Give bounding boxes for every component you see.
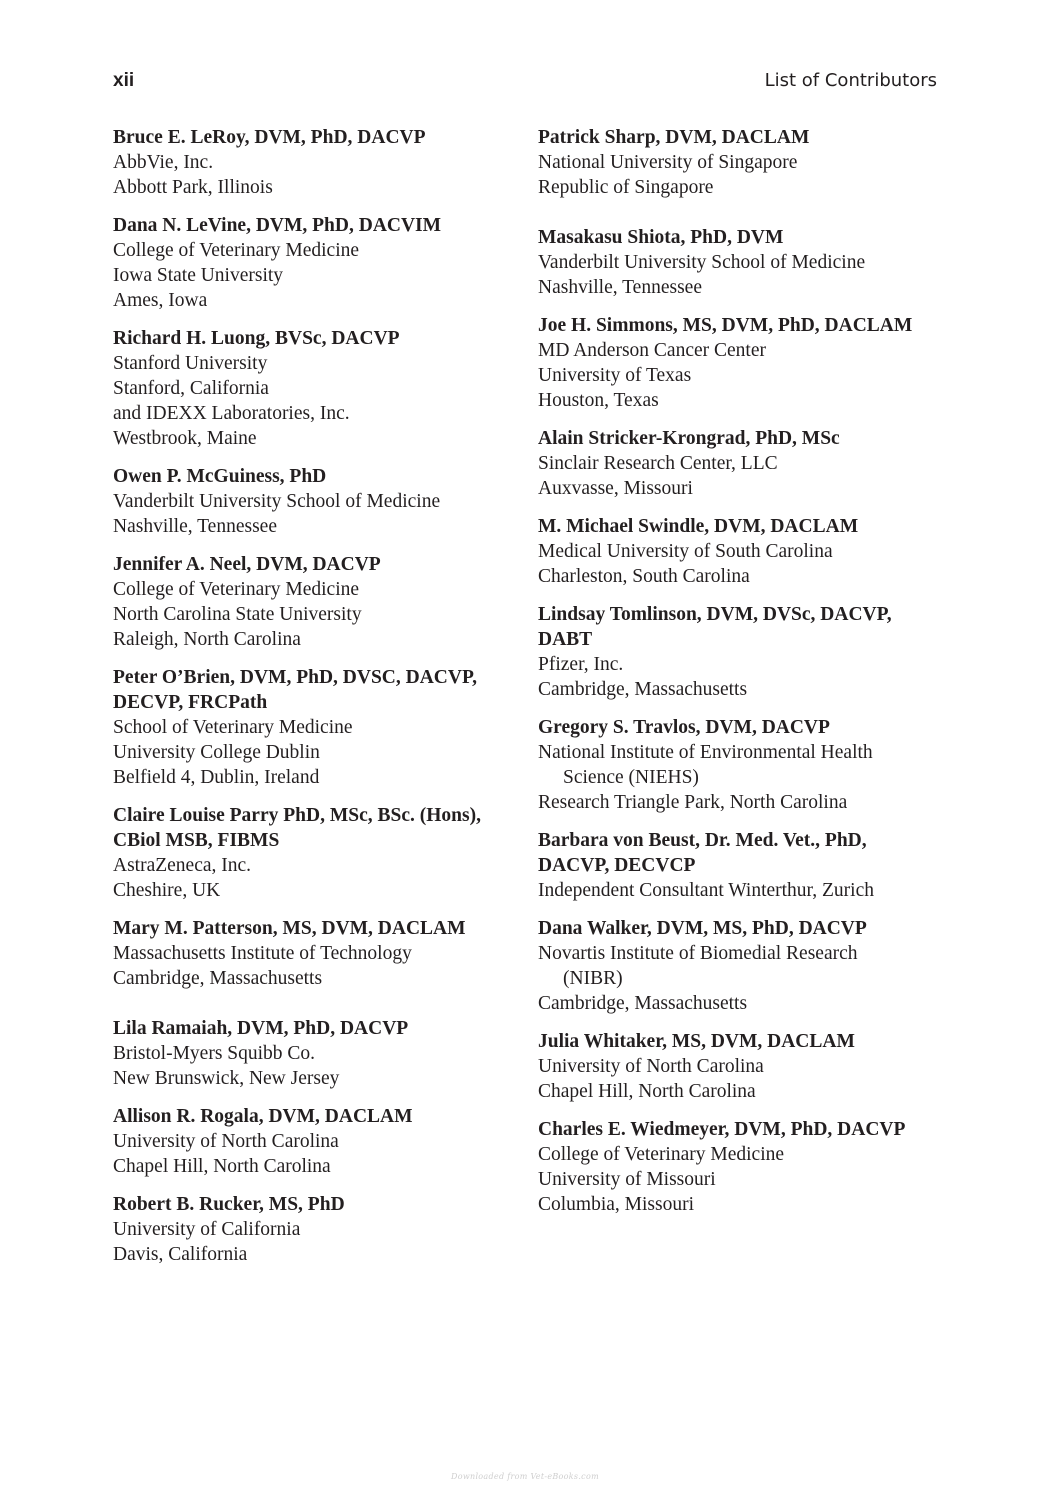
affiliation-line: North Carolina State University [113, 604, 362, 625]
affiliation-line: Nashville, Tennessee [538, 277, 702, 298]
contributor-entry [538, 426, 948, 501]
affiliation-line: Iowa State University [113, 265, 284, 286]
contributor-entry [113, 552, 523, 652]
affiliation-line: University of North Carolina [538, 1056, 764, 1077]
contributor-entry [538, 1029, 948, 1104]
affiliation-line: Chapel Hill, North Carolina [538, 1081, 756, 1102]
affiliation-line: AbbVie, Inc. [113, 152, 214, 173]
contributor-entry [538, 313, 948, 413]
affiliation-line: Westbrook, Maine [113, 428, 257, 449]
contributor-entry [538, 916, 948, 1016]
affiliation-line: Bristol-Myers Squibb Co. [113, 1043, 316, 1064]
contributor-entry [538, 125, 948, 200]
affiliation-line: (NIBR) [563, 968, 623, 989]
affiliation-line: Cambridge, Massachusetts [538, 679, 748, 700]
affiliation-line: Cambridge, Massachusetts [113, 968, 323, 989]
affiliation-line: University of North Carolina [113, 1131, 339, 1152]
affiliation-line: National Institute of Environmental Health [538, 742, 873, 763]
contributor-entry [113, 1192, 523, 1267]
affiliation-line: Pfizer, Inc. [538, 654, 624, 675]
contributor-entry [113, 125, 523, 200]
contributor-name: Mary M. Patterson, MS, DVM, DACLAM [113, 918, 466, 939]
affiliation-line: National University of Singapore [538, 152, 798, 173]
affiliation-line: Medical University of South Carolina [538, 541, 833, 562]
affiliation-line: University of California [113, 1219, 301, 1240]
contributors-right-column [538, 125, 948, 1230]
contributor-entry [113, 213, 523, 313]
affiliation-line: Charleston, South Carolina [538, 566, 750, 587]
affiliation-line: Cheshire, UK [113, 880, 221, 901]
affiliation-line: Independent Consultant Winterthur, Zurich [538, 880, 874, 901]
affiliation-line: College of Veterinary Medicine [113, 240, 360, 261]
contributor-name: Bruce E. LeRoy, DVM, PhD, DACVP [113, 127, 426, 148]
affiliation-line: University of Missouri [538, 1169, 716, 1190]
affiliation-line: Auxvasse, Missouri [538, 478, 693, 499]
contributor-name: Owen P. McGuiness, PhD [113, 466, 327, 487]
affiliation-line: Vanderbilt University School of Medicine [113, 491, 441, 512]
contributor-name: Jennifer A. Neel, DVM, DACVP [113, 554, 381, 575]
page-number: xii [113, 70, 135, 91]
affiliation-line: AstraZeneca, Inc. [113, 855, 252, 876]
contributor-name: Masakasu Shiota, PhD, DVM [538, 227, 784, 248]
affiliation-line: Republic of Singapore [538, 177, 714, 198]
contributor-name: Robert B. Rucker, MS, PhD [113, 1194, 345, 1215]
affiliation-line: Research Triangle Park, North Carolina [538, 792, 848, 813]
contributor-name: Lila Ramaiah, DVM, PhD, DACVP [113, 1018, 409, 1039]
contributor-entry [113, 326, 523, 451]
contributor-name: Peter O’Brien, DVM, PhD, DVSC, DACVP, [113, 667, 477, 688]
contributor-name: Allison R. Rogala, DVM, DACLAM [113, 1106, 413, 1127]
affiliation-line: College of Veterinary Medicine [538, 1144, 785, 1165]
affiliation-line: Cambridge, Massachusetts [538, 993, 748, 1014]
affiliation-line: Abbott Park, Illinois [113, 177, 273, 198]
watermark: Downloaded from Vet-eBooks.com [451, 1472, 599, 1481]
affiliation-line: College of Veterinary Medicine [113, 579, 360, 600]
contributor-entry [113, 916, 523, 991]
affiliation-line: Massachusetts Institute of Technology [113, 943, 412, 964]
contributor-entry [113, 665, 523, 790]
contributor-name: Joe H. Simmons, MS, DVM, PhD, DACLAM [538, 315, 913, 336]
contributor-name: Barbara von Beust, Dr. Med. Vet., PhD, [538, 830, 867, 851]
affiliation-line: Houston, Texas [538, 390, 659, 411]
contributor-name: DABT [538, 629, 593, 650]
contributor-name: Dana Walker, DVM, MS, PhD, DACVP [538, 918, 867, 939]
contributor-name: Gregory S. Travlos, DVM, DACVP [538, 717, 830, 738]
affiliation-line: Raleigh, North Carolina [113, 629, 301, 650]
contributor-name: Claire Louise Parry PhD, MSc, BSc. (Hons), [113, 805, 481, 826]
contributor-entry [113, 464, 523, 539]
affiliation-line: Davis, California [113, 1244, 248, 1265]
contributor-entry [538, 828, 948, 903]
affiliation-line: Stanford University [113, 353, 268, 374]
contributor-entry [113, 1016, 523, 1091]
affiliation-line: Stanford, California [113, 378, 269, 399]
contributor-entry [538, 225, 948, 300]
affiliation-line: Columbia, Missouri [538, 1194, 695, 1215]
contributor-name: Patrick Sharp, DVM, DACLAM [538, 127, 810, 148]
contributor-entry [538, 514, 948, 589]
contributor-entry [113, 803, 523, 903]
affiliation-line: Vanderbilt University School of Medicine [538, 252, 866, 273]
contributor-name: Dana N. LeVine, DVM, PhD, DACVIM [113, 215, 442, 236]
affiliation-line: Belfield 4, Dublin, Ireland [113, 767, 320, 788]
contributor-name: Lindsay Tomlinson, DVM, DVSc, DACVP, [538, 604, 892, 625]
contributor-name: Julia Whitaker, MS, DVM, DACLAM [538, 1031, 855, 1052]
affiliation-line: School of Veterinary Medicine [113, 717, 353, 738]
contributor-name: DACVP, DECVCP [538, 855, 696, 876]
affiliation-line: Novartis Institute of Biomedial Research [538, 943, 858, 964]
contributors-left-column [113, 125, 523, 1280]
affiliation-line: Nashville, Tennessee [113, 516, 277, 537]
contributor-name: Alain Stricker-Krongrad, PhD, MSc [538, 428, 840, 449]
contributor-entry [538, 715, 948, 815]
contributor-entry [113, 1104, 523, 1179]
affiliation-line: Chapel Hill, North Carolina [113, 1156, 331, 1177]
running-head: List of Contributors [764, 70, 937, 91]
contributor-name: CBiol MSB, FIBMS [113, 830, 280, 851]
contributor-name: M. Michael Swindle, DVM, DACLAM [538, 516, 859, 537]
affiliation-line: New Brunswick, New Jersey [113, 1068, 340, 1089]
affiliation-line: MD Anderson Cancer Center [538, 340, 766, 361]
affiliation-line: Science (NIEHS) [563, 767, 699, 788]
contributor-entry [538, 1117, 948, 1217]
contributor-entry [538, 602, 948, 702]
affiliation-line: University College Dublin [113, 742, 320, 763]
affiliation-line: Sinclair Research Center, LLC [538, 453, 778, 474]
affiliation-line: Ames, Iowa [113, 290, 208, 311]
contributor-name: DECVP, FRCPath [113, 692, 268, 713]
contributor-name: Charles E. Wiedmeyer, DVM, PhD, DACVP [538, 1119, 906, 1140]
affiliation-line: University of Texas [538, 365, 692, 386]
affiliation-line: and IDEXX Laboratories, Inc. [113, 403, 350, 424]
contributor-name: Richard H. Luong, BVSc, DACVP [113, 328, 400, 349]
